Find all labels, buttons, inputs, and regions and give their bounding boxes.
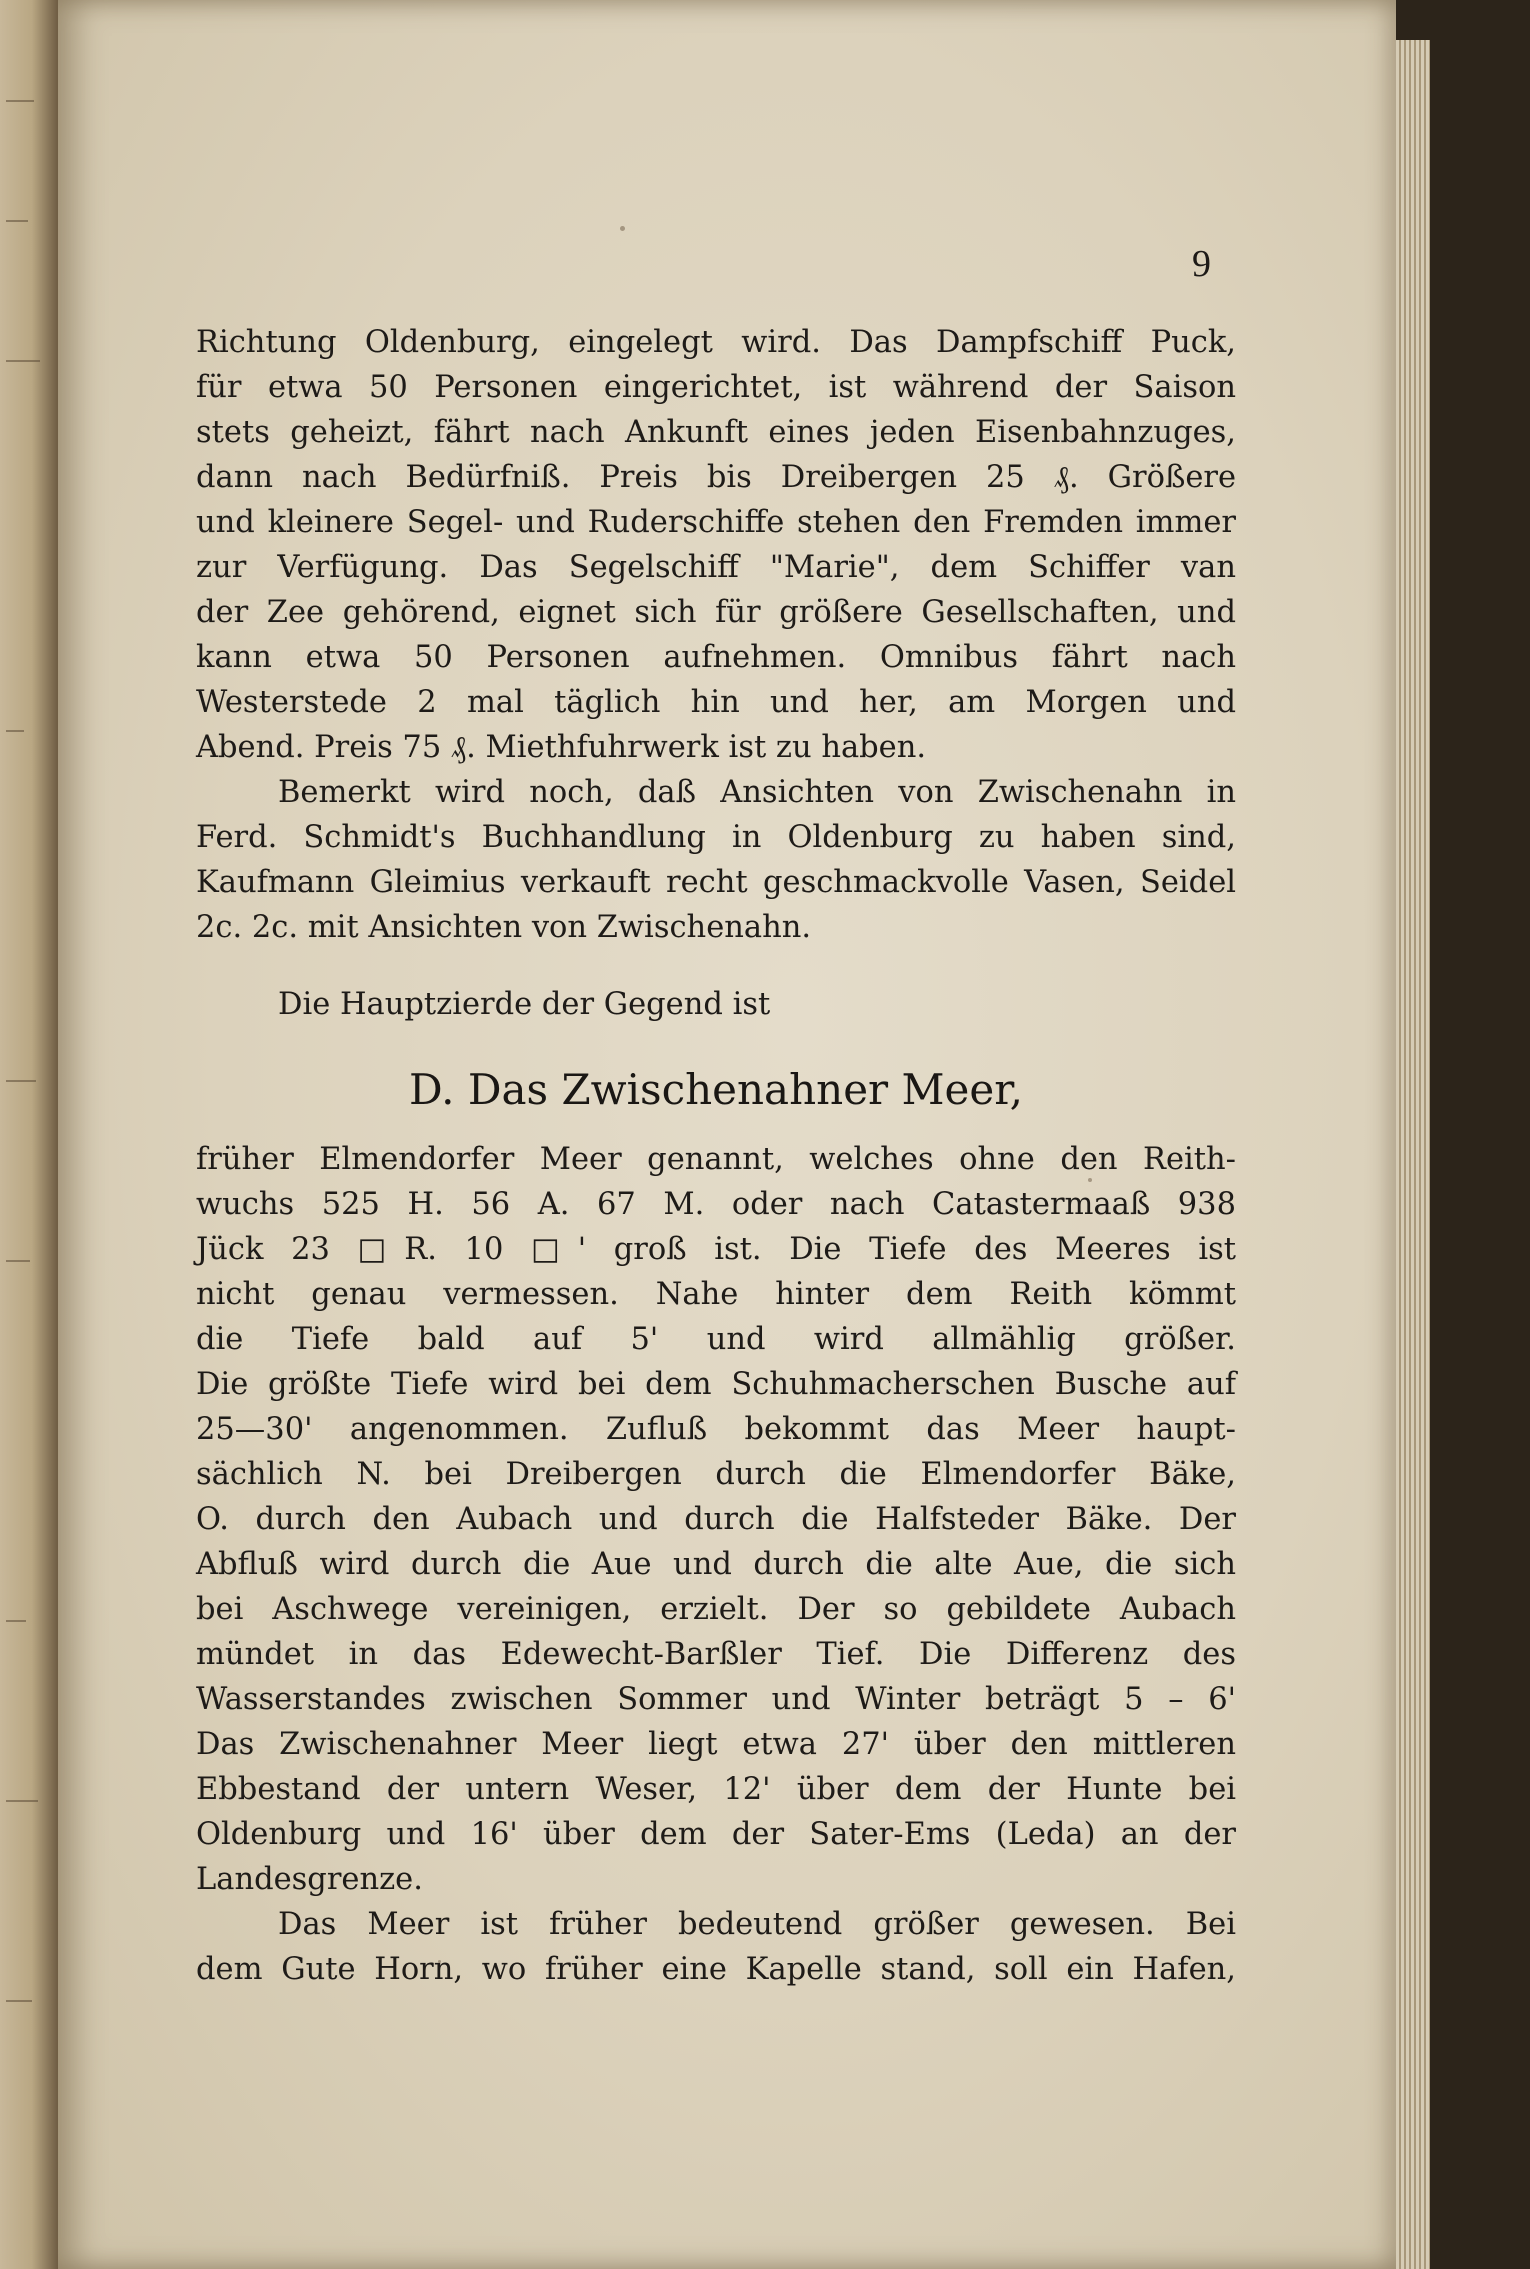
- text-line: Abend. Preis 75 ₰. Miethfuhrwerk ist zu haben.: [196, 730, 927, 765]
- page-body: [196, 320, 1236, 1992]
- text-line: früher Elmendorfer Meer genannt, welches ohne den Reith-: [196, 1142, 1236, 1177]
- text-line: und kleinere Segel- und Ruderschiffe stehen den Fremden immer: [196, 505, 1236, 540]
- text-line: Ferd. Schmidt's Buchhandlung in Oldenburg zu haben sind,: [196, 820, 1236, 855]
- text-line: Oldenburg und 16' über dem der Sater-Ems (Leda) an der: [196, 1817, 1236, 1852]
- text-line: kann etwa 50 Personen aufnehmen. Omnibus fährt nach: [196, 640, 1236, 675]
- text-line: Abfluß wird durch die Aue und durch die alte Aue, die sich: [196, 1547, 1236, 1582]
- text-line: Die Hauptzierde der Gegend ist: [278, 987, 771, 1022]
- section-heading: D. Das Zwischenahner Meer,: [408, 1065, 1024, 1114]
- page-number: 9: [1192, 243, 1211, 285]
- text-line: für etwa 50 Personen eingerichtet, ist während der Saison: [196, 370, 1236, 405]
- text-line: nicht genau vermessen. Nahe hinter dem Reith kömmt: [196, 1277, 1236, 1312]
- text-line: 25—30' angenommen. Zufluß bekommt das Meer haupt-: [196, 1412, 1236, 1447]
- text-line: mündet in das Edewecht-Barßler Tief. Die Differenz des: [196, 1637, 1236, 1672]
- text-line: Westerstede 2 mal täglich hin und her, am Morgen und: [196, 685, 1236, 720]
- text-line: Richtung Oldenburg, eingelegt wird. Das Dampfschiff Puck,: [196, 325, 1236, 360]
- text-line: Wasserstandes zwischen Sommer und Winter beträgt 5 – 6': [196, 1682, 1236, 1717]
- paragraph-meer: [196, 1137, 1236, 1902]
- text-line: 2c. 2c. mit Ansichten von Zwischenahn.: [196, 910, 812, 945]
- text-line: Ebbestand der untern Weser, 12' über dem der Hunte bei: [196, 1772, 1236, 1807]
- text-line: die Tiefe bald auf 5' und wird allmählig größer.: [196, 1322, 1236, 1357]
- text-line: Bemerkt wird noch, daß Ansichten von Zwischenahn in: [278, 775, 1236, 810]
- previous-page-edge: [0, 0, 58, 2269]
- page-edge-marks: [6, 100, 46, 2150]
- text-line: sächlich N. bei Dreibergen durch die Elmendorfer Bäke,: [196, 1457, 1236, 1492]
- text-line: dem Gute Horn, wo früher eine Kapelle stand, soll ein Hafen,: [196, 1952, 1236, 1987]
- text-line: Landesgrenze.: [196, 1862, 423, 1897]
- page-stack-edges: [1396, 40, 1430, 2269]
- text-line: dann nach Bedürfniß. Preis bis Dreibergen 25 ₰. Größere: [196, 460, 1236, 495]
- text-line: Jück 23 □R. 10 □' groß ist. Die Tiefe des Meeres ist: [196, 1232, 1236, 1267]
- paragraph-dampfschiff: [196, 320, 1236, 770]
- text-line: Kaufmann Gleimius verkauft recht geschmackvolle Vasen, Seidel: [196, 865, 1236, 900]
- text-line: zur Verfügung. Das Segelschiff "Marie", dem Schiffer van: [196, 550, 1236, 585]
- paragraph-frueher: [196, 1902, 1236, 1992]
- text-line: der Zee gehörend, eignet sich für größere Gesellschaften, und: [196, 595, 1236, 630]
- paragraph-hauptzierde: [196, 982, 1236, 1027]
- text-line: stets geheizt, fährt nach Ankunft eines jeden Eisenbahnzuges,: [196, 415, 1236, 450]
- text-line: Das Meer ist früher bedeutend größer gewesen. Bei: [278, 1907, 1236, 1942]
- paragraph-ansichten: [196, 770, 1236, 950]
- text-line: O. durch den Aubach und durch die Halfsteder Bäke. Der: [196, 1502, 1236, 1537]
- text-line: wuchs 525 H. 56 A. 67 M. oder nach Catastermaaß 938: [196, 1187, 1236, 1222]
- text-line: Das Zwischenahner Meer liegt etwa 27' über den mittleren: [196, 1727, 1236, 1762]
- text-line: Die größte Tiefe wird bei dem Schuhmacherschen Busche auf: [196, 1367, 1236, 1402]
- paragraph-gap: [196, 950, 1236, 982]
- text-line: bei Aschwege vereinigen, erzielt. Der so gebildete Aubach: [196, 1592, 1236, 1627]
